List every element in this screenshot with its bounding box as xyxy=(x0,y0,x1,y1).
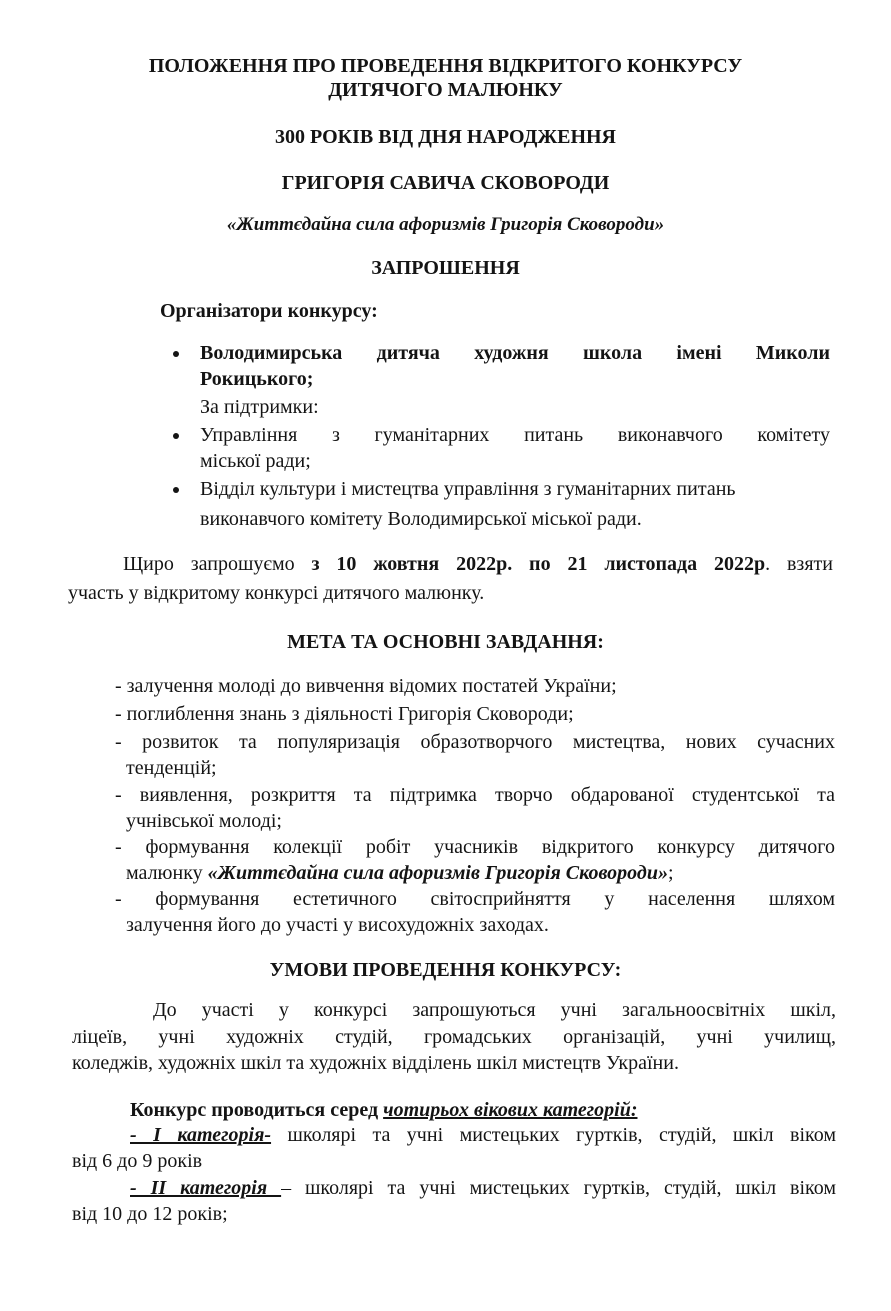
goals-heading: МЕТА ТА ОСНОВНІ ЗАВДАННЯ: xyxy=(287,631,604,653)
invite-line-2: участь у відкритому конкурсі дитячого малюнку. xyxy=(68,582,485,604)
categories-intro-emphasis: чотирьох вікових категорій: xyxy=(383,1099,638,1121)
category-2-line-2: від 10 до 12 років; xyxy=(72,1203,228,1225)
conditions-line-1: До участі у конкурсі запрошуються учні загальноосвітніх шкіл, xyxy=(153,999,836,1021)
goal-item-4-line-2: учнівської молоді; xyxy=(126,810,282,832)
subtitle-name: ГРИГОРІЯ САВИЧА СКОВОРОДИ xyxy=(281,172,610,194)
conditions-line-3: коледжів, художніх шкіл та художніх відділень шкіл мистецтв України. xyxy=(72,1052,679,1074)
organizer-item-2-line-1: Управління з гуманітарних питань виконавчого комітету xyxy=(200,424,830,446)
invite-dates: з 10 жовтня 2022р. по 21 листопада 2022р xyxy=(311,553,766,575)
category-2-line-1 xyxy=(130,1175,836,1201)
category-2-label: - II категорія xyxy=(130,1177,282,1199)
category-1-text: школярі та учні мистецьких гуртків, студій, шкіл віком xyxy=(271,1124,836,1146)
organizer-item-3-line-1: Відділ культури і мистецтва управління з гуманітарних питань xyxy=(200,478,736,500)
bullet-icon xyxy=(173,487,179,493)
goal-item-5-plain: малюнку xyxy=(126,862,208,884)
subtitle-anniversary: 300 РОКІВ ВІД ДНЯ НАРОДЖЕННЯ xyxy=(274,126,616,148)
title-line-1: ПОЛОЖЕННЯ ПРО ПРОВЕДЕННЯ ВІДКРИТОГО КОНКУРСУ xyxy=(148,55,743,77)
goal-item-4-line-1: - виявлення, розкриття та підтримка творчо обдарованої студентської та xyxy=(115,784,835,806)
goal-item-1: - залучення молоді до вивчення відомих постатей України; xyxy=(115,675,617,697)
category-1-line-2: від 6 до 9 років xyxy=(72,1150,203,1172)
categories-intro xyxy=(130,1097,637,1123)
category-1-label: - I категорія- xyxy=(130,1124,272,1146)
goal-item-6-line-1: - формування естетичного світосприйняття у населення шляхом xyxy=(115,888,835,910)
title-line-2: ДИТЯЧОГО МАЛЮНКУ xyxy=(328,79,563,101)
invitation-heading: ЗАПРОШЕННЯ xyxy=(371,257,520,279)
organizer-item-2-line-2: міської ради; xyxy=(200,450,311,472)
goal-item-5-end: ; xyxy=(667,862,674,884)
motto: «Життєдайна сила афоризмів Григорія Сковороди» xyxy=(226,214,665,235)
categories-intro-text: Конкурс проводиться серед xyxy=(130,1099,384,1121)
conditions-heading: УМОВИ ПРОВЕДЕННЯ КОНКУРСУ: xyxy=(269,959,622,981)
goal-item-5-motto: «Життєдайна сила афоризмів Григорія Сковороди» xyxy=(207,862,668,884)
bullet-icon xyxy=(173,351,179,357)
organizer-item-1-line-1: Володимирська дитяча художня школа імені Миколи xyxy=(200,342,830,364)
invite-text-end: . взяти xyxy=(765,553,833,575)
goal-item-3-line-1: - розвиток та популяризація образотворчого мистецтва, нових сучасних xyxy=(115,731,835,753)
invite-text-start: Щиро запрошуємо xyxy=(123,553,312,575)
goal-item-5-line-1: - формування колекції робіт учасників відкритого конкурсу дитячого xyxy=(115,836,835,858)
organizer-item-3-line-2: виконавчого комітету Володимирської міської ради. xyxy=(200,508,642,530)
category-1-line-1 xyxy=(130,1122,836,1148)
category-2-text: – школярі та учні мистецьких гуртків, студій, шкіл віком xyxy=(281,1177,836,1199)
support-label: За підтримки: xyxy=(200,396,319,418)
bullet-icon xyxy=(173,433,179,439)
goal-item-3-line-2: тенденцій; xyxy=(126,757,217,779)
goal-item-5-line-2 xyxy=(126,860,674,886)
invite-line-1 xyxy=(123,551,833,577)
goal-item-2: - поглиблення знань з діяльності Григорія Сковороди; xyxy=(115,703,574,725)
organizer-item-1-line-2: Рокицького; xyxy=(200,368,314,390)
goal-item-6-line-2: залучення його до участі у висохудожніх заходах. xyxy=(126,914,549,936)
organizers-heading: Організатори конкурсу: xyxy=(160,300,378,322)
conditions-line-2: ліцеїв, учні художніх студій, громадських організацій, учні училищ, xyxy=(72,1026,836,1048)
